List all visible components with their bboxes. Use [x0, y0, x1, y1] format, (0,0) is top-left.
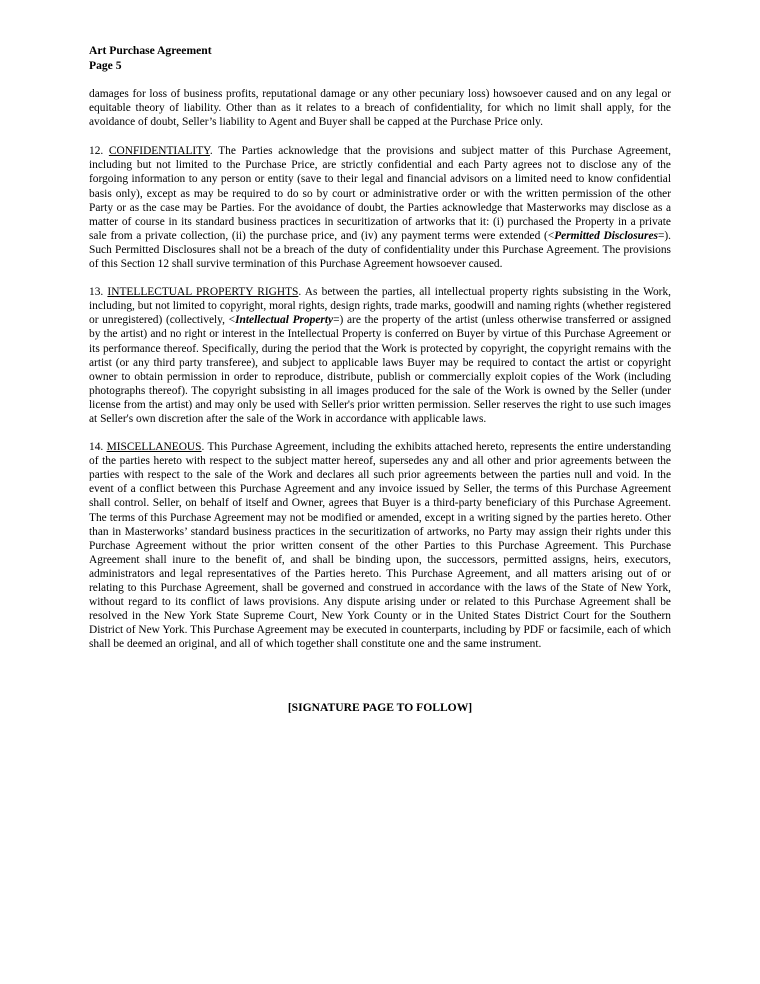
intro-paragraph [89, 87, 671, 129]
section-12-confidentiality [89, 144, 671, 271]
section-14-miscellaneous [89, 440, 671, 651]
section-12-title: CONFIDENTIALITY [108, 145, 210, 158]
section-13-number: 13. [89, 286, 108, 299]
section-12-defined-term: Permitted Disclosures [554, 229, 658, 242]
section-12-number: 12. [89, 145, 109, 158]
intro-text: damages for loss of business profits, reputational damage or any other pecuniary loss) howsoever caused and on any legal or equitable theory of liability. Other than as it relates to a breach of confidentiality, for which no limit shall apply, for the avoidance of doubt, Seller’s liability to Agent and Buyer shall be capped at the Purchase Price only. [89, 88, 671, 129]
section-12-text-2: =). Such Permitted Disclosures shall not be a breach of the duty of confidentiality under this Purchase Agreement. The provisions of this Section 12 shall survive termination of this Purchase Agreement howsoever caused. [89, 229, 672, 271]
section-13-text-2: =) are the property of the artist (unless otherwise transferred or assigned by the artist) and no right or interest in the Intellectual Property is conferred on Buyer by virtue of this Purchase Agreement or its performance thereof. Specifically, during the period that the Work is protected by copyright, the copyright remains with the artist (or any third party transferee), and subject to applicable laws Buyer may be required to contact the artist or copyright owner to obtain permission in order to reproduce, distribute, publish or commercially exploit copies of the Work (including photographs thereof). The copyright subsisting in all images produced for the sale of the Work is owned by the Seller (under license from the artist) and may only be used with Seller's prior written permission. Seller reserves the right to use such images at Seller's own discretion after the sale of the Work in accordance with applicable laws. [89, 314, 671, 425]
section-14-title: MISCELLANEOUS [106, 441, 202, 454]
section-13-intellectual-property [89, 285, 671, 426]
section-12-text-1: . The Parties acknowledge that the provisions and subject matter of this Purchase Agreement, including but not limited to the Purchase Price, are strictly confidential and each Party agrees not to disclose any of the forgoing information to any person or entity (save to their legal and financial advisors on a limited need to know confidential basis only), except as may be required to do so by court or administrative order or with the written permission of the other Party or as the case may be Parties. For the avoidance of doubt, the Parties acknowledge that Masterworks may disclose as a matter of course in its standard business practices in securitization of artworks that it: (i) purchased the Property in a private sale from a private collection, (ii) the purchase price, and (iv) any payment terms were extended (< [89, 145, 671, 242]
page-number: Page 5 [89, 59, 122, 72]
page-header [89, 43, 671, 73]
section-13-title: INTELLECTUAL PROPERTY RIGHTS [107, 286, 299, 299]
section-13-text-1: . As between the parties, all intellectual property rights subsisting in the Work, including, but not limited to copyright, moral rights, design rights, trade marks, goodwill and naming rights (whether registered or unregistered) (collectively, < [89, 286, 671, 327]
section-13-defined-term: Intellectual Property [235, 314, 334, 327]
document-title: Art Purchase Agreement [89, 44, 212, 57]
section-14-number: 14. [89, 441, 107, 454]
section-14-text: . This Purchase Agreement, including the exhibits attached hereto, represents the entire understanding of the parties hereto with respect to the subject matter hereof, supersedes any and all other and prior agreements between the parties with respect to the sale of the Work and declares all such prior agreements between the parties null and void. In the event of a conflict between this Purchase Agreement and any invoice issued by Seller, the terms of this Purchase Agreement shall control. Seller, on behalf of itself and Owner, agrees that Buyer is a third-party beneficiary of this Purchase Agreement. The terms of this Purchase Agreement may not be modified or amended, except in a writing signed by the parties hereto. Other than in Masterworks’ standard business practices in the securitization of artworks, no Party may assign their rights under this Purchase Agreement without the prior written consent of the other Parties to this Purchase Agreement. This Purchase Agreement shall inure to the benefit of, and shall be binding upon, the successors, permitted assigns, heirs, executors, administrators and legal representatives of the Parties hereto. This Purchase Agreement, and all matters arising out of or relating to this Purchase Agreement, shall be governed and construed in accordance with the laws of the State of New York, without regard to its conflict of laws provisions. Any dispute arising under or related to this Purchase Agreement shall be resolved in the New York State Supreme Court, New York County or in the United States District Court for the Southern District of New York. This Purchase Agreement may be executed in counterparts, including by PDF or facsimile, each of which shall be deemed an original, and all of which together shall constitute one and the same instrument. [89, 441, 671, 651]
signature-page-note: [SIGNATURE PAGE TO FOLLOW] [287, 701, 473, 715]
